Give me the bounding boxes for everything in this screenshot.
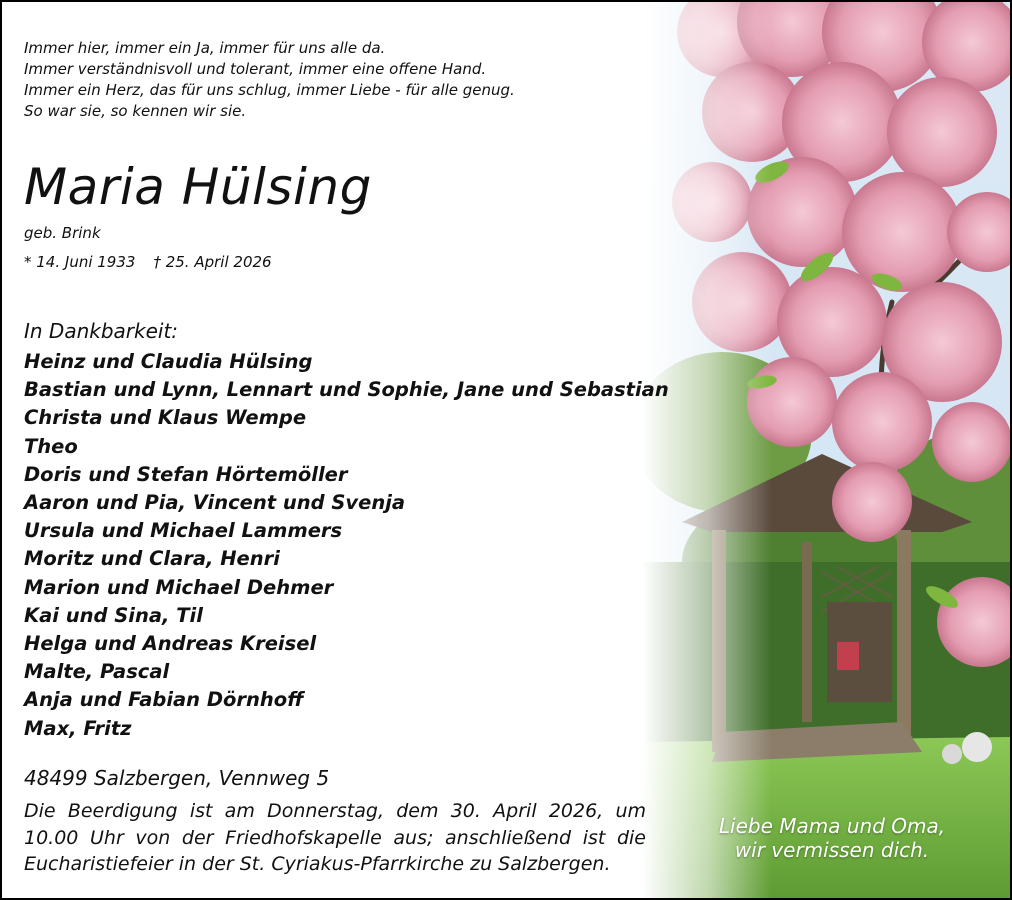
caption-line: Liebe Mama und Oma, [718, 814, 946, 838]
poem-line: Immer hier, immer ein Ja, immer für uns alle da. [24, 39, 386, 57]
mourners-list [24, 348, 669, 743]
mourner-line: Bastian und Lynn, Lennart und Sophie, Jane und Sebastian [24, 378, 669, 402]
mourner-line: Anja und Fabian Dörnhoff [24, 688, 304, 712]
poem [24, 38, 515, 122]
life-dates [24, 253, 272, 271]
photo-caption [662, 814, 1002, 862]
mourner-line: Marion und Michael Dehmer [24, 575, 334, 599]
family-address: 48499 Salzbergen, Vennweg 5 [24, 766, 330, 790]
mourner-line: Christa und Klaus Wempe [24, 406, 307, 430]
poem-line: Immer ein Herz, das für uns schlug, immer Liebe - für alle genug. [24, 81, 515, 99]
funeral-line: Die Beerdigung ist am Donnerstag, dem 30. April 2026, um [24, 800, 646, 822]
death-date: † 25. April 2026 [153, 253, 272, 271]
mourner-line: Heinz und Claudia Hülsing [24, 350, 313, 373]
maiden-name: geb. Brink [24, 224, 101, 242]
poem-line: So war sie, so kennen wir sie. [24, 102, 247, 120]
mourner-line: Aaron und Pia, Vincent und Svenja [24, 491, 406, 515]
mourner-line: Ursula und Michael Lammers [24, 519, 343, 543]
birth-date: * 14. Juni 1933 [24, 253, 136, 271]
mourner-line: Max, Fritz [24, 716, 132, 740]
caption-line: wir vermissen dich. [734, 838, 930, 862]
cherry-blossom-garden-photo [642, 2, 1012, 900]
poem-line: Immer verständnisvoll und tolerant, immer eine offene Hand. [24, 60, 487, 78]
mourner-line: Moritz und Clara, Henri [24, 547, 280, 571]
thanks-label: In Dankbarkeit: [24, 319, 179, 343]
deceased-name: Maria Hülsing [24, 158, 372, 216]
mourner-line: Helga und Andreas Kreisel [24, 632, 317, 656]
mourner-line: Malte, Pascal [24, 660, 170, 684]
mourner-line: Doris und Stefan Hörtemöller [24, 462, 348, 486]
mourner-line: Theo [24, 434, 78, 458]
funeral-info [24, 798, 646, 878]
mourner-line: Kai und Sina, Til [24, 603, 203, 627]
funeral-line: 10.00 Uhr von der Friedhofskapelle aus; anschließend ist die [24, 826, 646, 849]
funeral-line: Eucharistiefeier in der St. Cyriakus-Pfarrkirche zu Salzbergen. [24, 853, 611, 875]
